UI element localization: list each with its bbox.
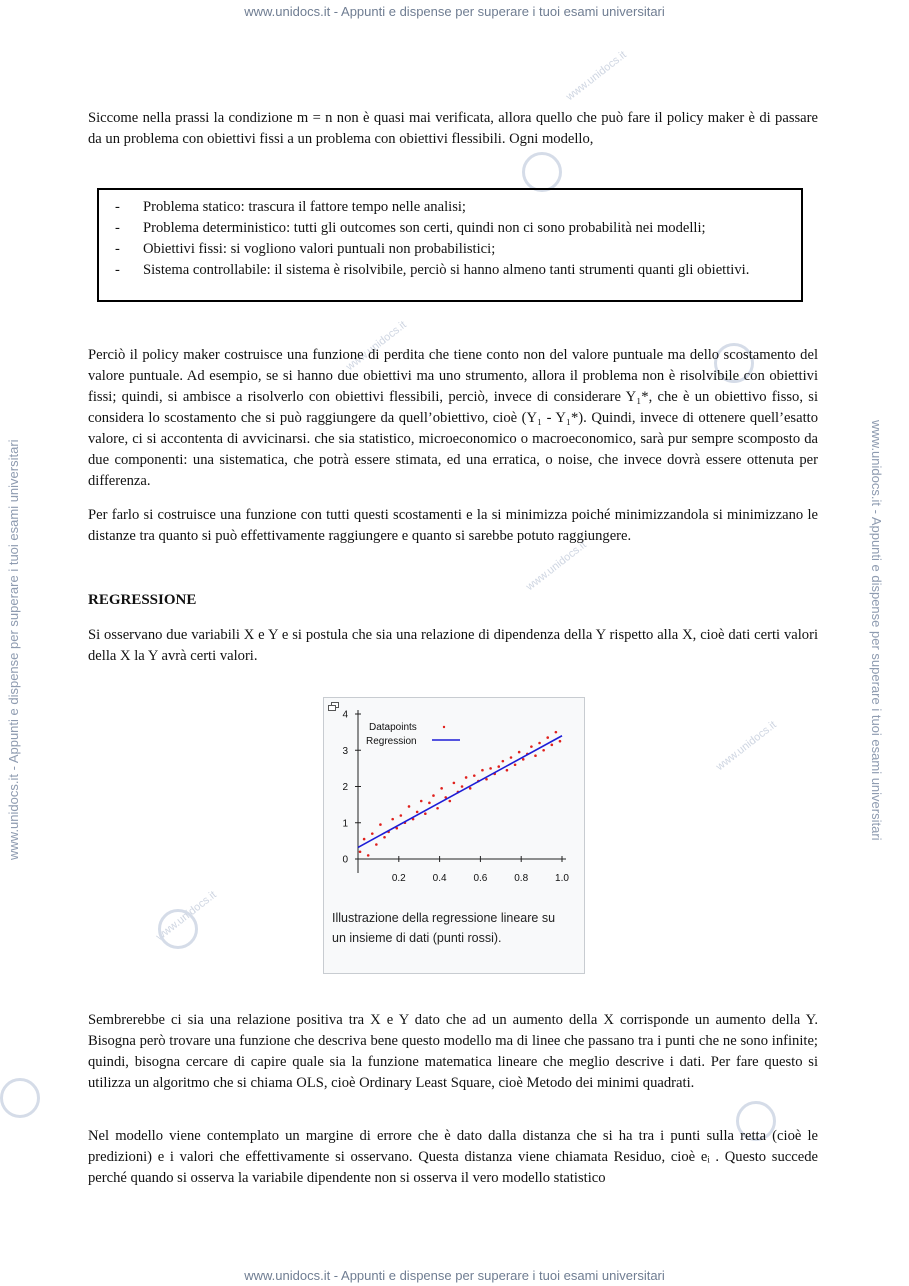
datapoint (420, 800, 423, 803)
list-item: - Problema statico: trascura il fattore tempo nelle analisi; (115, 197, 791, 218)
datapoint (367, 854, 370, 857)
list-item: - Sistema controllabile: il sistema è risolvibile, perciò si hanno almeno tanti strumenti quanti gli obiettivi. (115, 260, 791, 281)
datapoint (518, 751, 521, 754)
datapoint (551, 744, 554, 747)
datapoint (375, 843, 378, 846)
y-tick-label: 0 (342, 854, 348, 866)
datapoint (538, 742, 541, 745)
datapoint (522, 758, 525, 761)
datapoint (440, 787, 443, 790)
datapoint (371, 832, 374, 835)
assumptions-box (97, 188, 803, 302)
regression-chart (328, 702, 582, 902)
diagonal-watermark: www.unidocs.it (564, 48, 629, 104)
datapoint (383, 836, 386, 839)
datapoint (436, 807, 439, 810)
chart-legend (366, 722, 460, 747)
datapoints-series (359, 731, 562, 857)
datapoint (502, 760, 505, 763)
datapoint (359, 850, 362, 853)
right-side-watermark: www.unidocs.it - Appunti e dispense per superare i tuoi esami universitari (869, 420, 884, 841)
y-tick-label: 3 (342, 745, 348, 757)
datapoint (506, 769, 509, 772)
datapoint (453, 782, 456, 785)
datapoint (530, 745, 533, 748)
datapoint (428, 802, 431, 805)
regression-paragraph: Si osservano due variabili X e Y e si postula che sia una relazione di dipendenza della Y rispetto alla X, cioè dati certi valori della X la Y avrà certi valori. (88, 627, 818, 664)
header-watermark: www.unidocs.it - Appunti e dispense per superare i tuoi esami universitari (244, 4, 665, 19)
datapoint (555, 731, 558, 734)
datapoint (379, 823, 382, 826)
y-tick-label: 2 (342, 782, 348, 793)
list-item: - Obiettivi fissi: si vogliono valori puntuali non probabilistici; (115, 239, 791, 260)
datapoint (514, 763, 517, 766)
datapoint (559, 740, 562, 743)
diagonal-watermark: www.unidocs.it (524, 538, 589, 594)
datapoint (400, 814, 403, 817)
datapoint (534, 754, 537, 757)
datapoint (363, 838, 366, 841)
datapoint (416, 811, 419, 814)
intro-paragraph: Siccome nella prassi la condizione m = n non è quasi mai verificata, allora quello che può fare il policy maker è di passare da un problema con obiettivi fissi a un problema con obiettivi flessibili. Ogni modello, (88, 110, 818, 147)
diagonal-watermark: www.unidocs.it (154, 888, 219, 944)
datapoint (465, 776, 468, 779)
datapoint (469, 787, 472, 790)
diagonal-watermark: www.unidocs.it (344, 318, 409, 374)
legend-marker-datapoints (443, 726, 445, 728)
x-tick-label: 0.2 (391, 873, 406, 884)
enlarge-icon[interactable] (328, 702, 339, 711)
datapoint (424, 812, 427, 815)
observation-paragraph: Sembrerebbe ci sia una relazione positiva tra X e Y dato che ad un aumento della X corrisponde un aumento della Y. Bisogna però trovare una funzione che descriva bene questo modello ma di linee che passano tra i punti che ne sono infinite; quindi, bisogna cercare di capire quale sia la funzione matematica lineare che meglio descrive i dati. Per fare questo si utilizza un algoritmo che si chiama OLS, cioè Ordinary Least Square, cioè Metodo dei minimi quadrati. (88, 1012, 818, 1091)
datapoint (408, 805, 411, 808)
figure-caption: Illustrazione della regressione lineare su un insieme di dati (punti rossi). (332, 911, 556, 945)
list-item: - Problema deterministico: tutti gli outcomes son certi, quindi non ci sono probabilità nei modelli; (115, 218, 791, 239)
assumptions-list (99, 190, 801, 281)
logo-ring-icon (158, 909, 198, 949)
datapoint (546, 736, 549, 739)
logo-ring-icon (0, 1078, 40, 1118)
section-heading: REGRESSIONE (88, 592, 197, 608)
left-side-watermark: www.unidocs.it - Appunti e dispense per superare i tuoi esami universitari (6, 439, 21, 860)
residual-paragraph: Nel modello viene contemplato un margine di errore che è dato dalla distanza che si ha tra i punti sulla retta (cioè le predizioni) e i valori che effettivamente si osservano. Questa distanza viene chiamata Residuo, cioè eᵢ . Questo succede perché quando si osserva la variabile dipendente non si osserva il vero modello statistico (88, 1128, 818, 1186)
minimize-paragraph: Per farlo si costruisce una funzione con tutti questi scostamenti e la si minimizza poiché minimizzandola si minimizzano le distanze tra quanto si può effettivamente raggiungere e quanto si sarebbe potuto raggiungere. (88, 507, 818, 544)
x-tick-label: 0.8 (514, 873, 529, 884)
regression-line (358, 736, 562, 848)
logo-ring-icon (522, 152, 562, 192)
datapoint (391, 818, 394, 821)
legend-label-regression: Regression (366, 736, 417, 747)
x-tick-label: 0.6 (473, 873, 488, 884)
y-tick-label: 4 (342, 709, 348, 721)
regression-figure[interactable] (323, 697, 585, 974)
datapoint (510, 756, 513, 759)
x-tick-label: 0.4 (432, 873, 447, 884)
datapoint (481, 769, 484, 772)
datapoint (542, 749, 545, 752)
diagonal-watermark: www.unidocs.it (714, 718, 779, 774)
datapoint (461, 785, 464, 788)
legend-label-datapoints: Datapoints (369, 722, 417, 733)
datapoint (449, 800, 452, 803)
footer-watermark: www.unidocs.it - Appunti e dispense per superare i tuoi esami universitari (244, 1268, 665, 1283)
y-tick-label: 1 (342, 818, 348, 830)
loss-function-paragraph: Perciò il policy maker costruisce una funzione di perdita che tiene conto non del valore puntuale ma dello scostamento del valore puntuale. Ad esempio, se si hanno due obiettivi ma uno strumento, allora il problema non è risolvibile con obiettivi fissi; quindi, si ambisce a risolverlo con obiettivi flessibili, perciò, invece di considerare Y₁*, che è un obiettivo fisso, si considera lo scostamento che si può raggiungere da quell’obiettivo, cioè (Y₁ - Y₁*). Quindi, invece di ottenere quell’esatto valore, ci si accontenta di avvicinarsi. che sia statistico, microeconomico o macroeconomico, sarà pur sempre scomposto da due componenti: una sistematica, che potrà essere stimata, ed una erratica, o noise, che invece dovrà essere ottenuta per differenza. (88, 347, 818, 489)
datapoint (497, 765, 500, 768)
datapoint (489, 767, 492, 770)
datapoint (473, 774, 476, 777)
x-tick-label: 1.0 (555, 873, 569, 884)
datapoint (432, 794, 435, 797)
